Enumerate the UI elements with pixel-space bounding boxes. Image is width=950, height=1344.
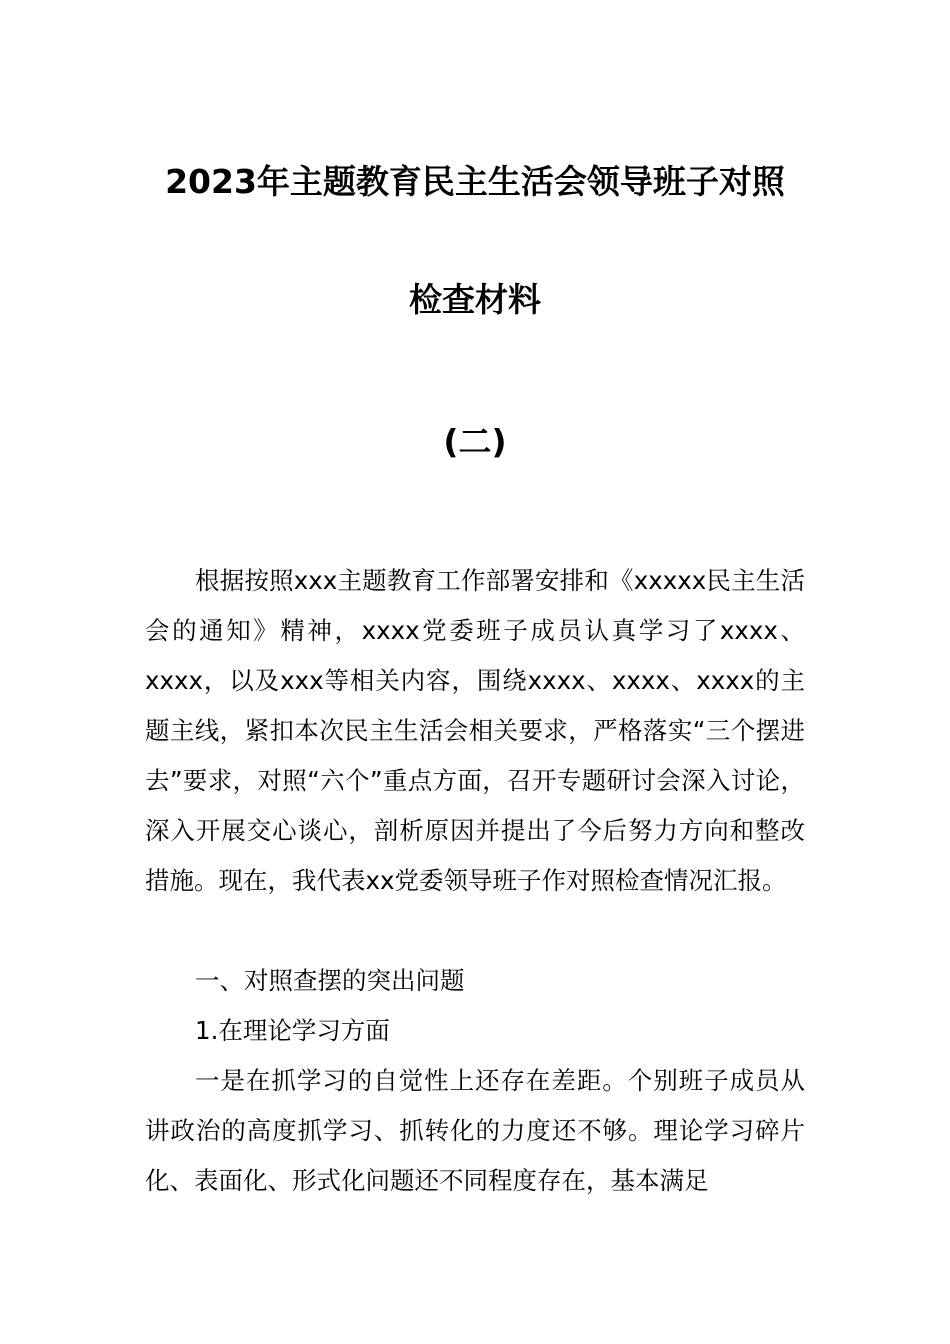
document-title-line-2: 检查材料: [409, 280, 541, 319]
section-heading: 一、对照查摆的突出问题: [195, 966, 465, 995]
subsection-heading: 1.在理论学习方面: [195, 1016, 390, 1045]
document-title-number: (二): [443, 422, 507, 461]
problem-paragraph: 一是在抓学习的自觉性上还存在差距。个别班子成员从讲政治的高度抓学习、抓转化的力度还不够。理论学习碎片化、表面化、形式化问题还不同程度存在，基本满足: [145, 1066, 805, 1195]
document-title-line-1: 2023年主题教育民主生活会领导班子对照: [165, 162, 785, 201]
intro-paragraph: 根据按照xxx主题教育工作部署安排和《xxxxx民主生活会的通知》精神，xxxx党委班子成员认真学习了xxxx、xxxx，以及xxx等相关内容，围绕xxxx、xxxx、xxxx的主题主线，紧扣本次民主生活会相关要求，严格落实“三个摆进去”要求，对照“六个”重点方面，召开专题研讨会深入讨论，深入开展交心谈心，剖析原因并提出了今后努力方向和整改措施。现在，我代表xx党委领导班子作对照检查情况汇报。: [145, 566, 805, 895]
